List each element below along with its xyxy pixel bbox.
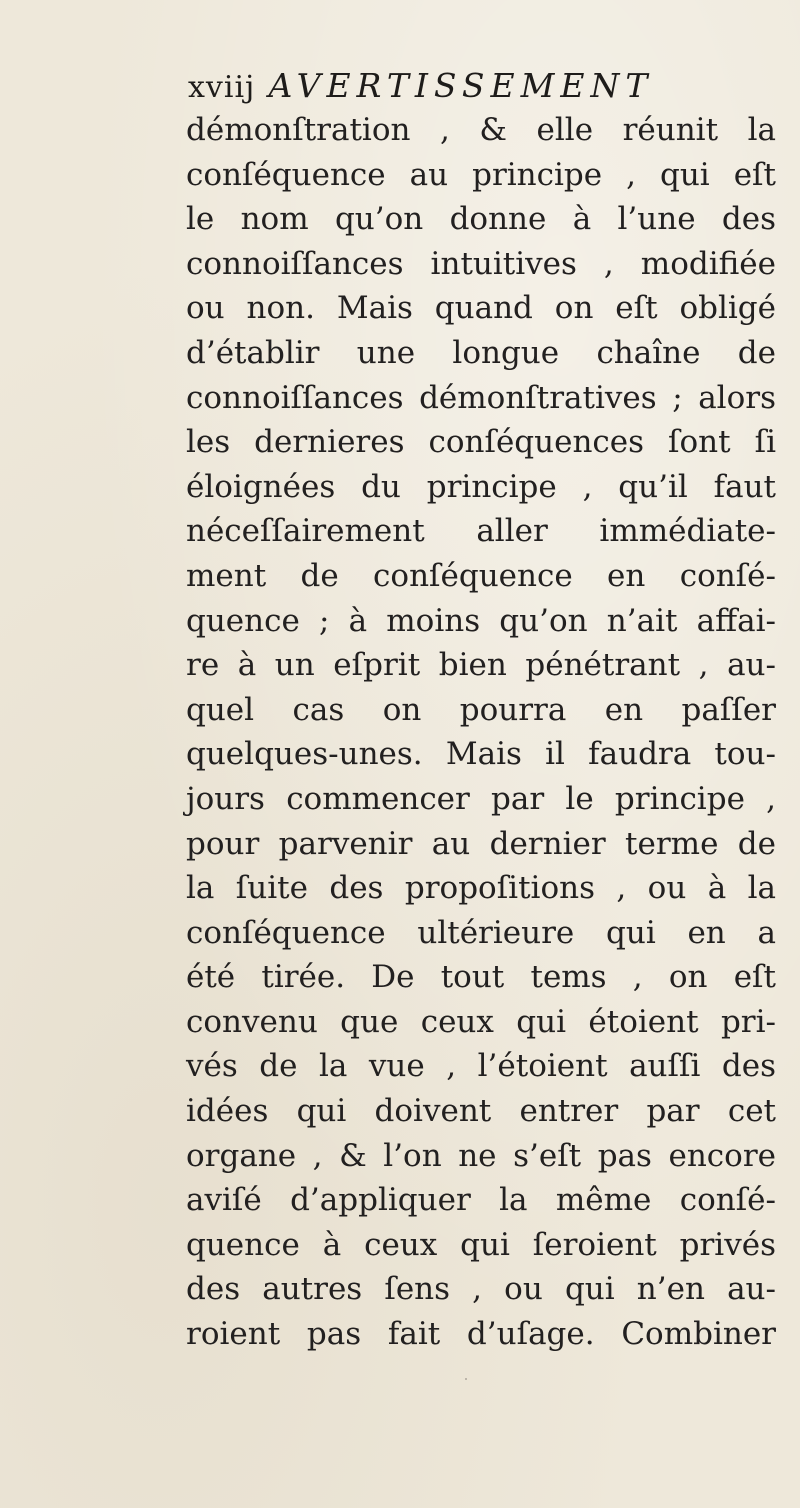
text-line: connoiſſances démonſtratives ; alors <box>186 379 776 416</box>
text-line: néceſſairement aller immédiate- <box>186 513 776 550</box>
text-line: idées qui doivent entrer par cet <box>186 1093 776 1130</box>
text-line: aviſé d’appliquer la même conſé- <box>186 1182 776 1219</box>
paper-speck <box>465 1378 467 1380</box>
paper-speck <box>432 1330 435 1333</box>
text-line: conſéquence au principe , qui eſt <box>186 156 776 193</box>
page-number: xviij <box>188 70 256 105</box>
text-line: quel cas on pourra en paſſer <box>186 691 776 728</box>
text-line: connoiſſances intuitives , modifiée <box>186 245 776 282</box>
text-line: conſéquence ultérieure qui en a <box>186 914 776 951</box>
text-line: pour parvenir au dernier terme de <box>186 825 776 862</box>
paper-speck <box>752 1240 754 1242</box>
text-line: jours commencer par le principe , <box>186 780 776 817</box>
body-text <box>186 108 776 1357</box>
text-line: vés de la vue , l’étoient auſſi des <box>186 1048 776 1085</box>
text-line: le nom qu’on donne à l’une des <box>186 201 776 238</box>
text-line: quence à ceux qui ſeroient privés <box>186 1226 776 1263</box>
text-line: démonſtration , & elle réunit la <box>186 112 776 148</box>
text-line: la ſuite des propoſitions , ou à la <box>186 870 776 907</box>
text-line: quence ; à moins qu’on n’ait affai- <box>186 602 776 639</box>
text-line: organe , & l’on ne s’eſt pas encore <box>186 1137 776 1174</box>
text-line: convenu que ceux qui étoient pri- <box>186 1003 776 1040</box>
running-head <box>188 66 653 106</box>
text-line: re à un eſprit bien pénétrant , au- <box>186 647 776 684</box>
text-line: d’établir une longue chaîne de <box>186 334 776 371</box>
text-line: quelques-unes. Mais il faudra tou- <box>186 736 776 773</box>
text-line: ou non. Mais quand on eſt obligé <box>186 290 776 327</box>
text-line: des autres ſens , ou qui n’en au- <box>186 1271 776 1308</box>
text-line: les dernieres conſéquences ſont ſi <box>186 424 776 461</box>
running-title: AVERTISSEMENT <box>268 66 654 105</box>
text-line: ment de conſéquence en conſé- <box>186 557 776 594</box>
text-line: roient pas fait d’uſage. Combiner <box>186 1316 776 1353</box>
text-line: éloignées du principe , qu’il faut <box>186 468 776 505</box>
text-line: été tirée. De tout tems , on eſt <box>186 959 776 996</box>
